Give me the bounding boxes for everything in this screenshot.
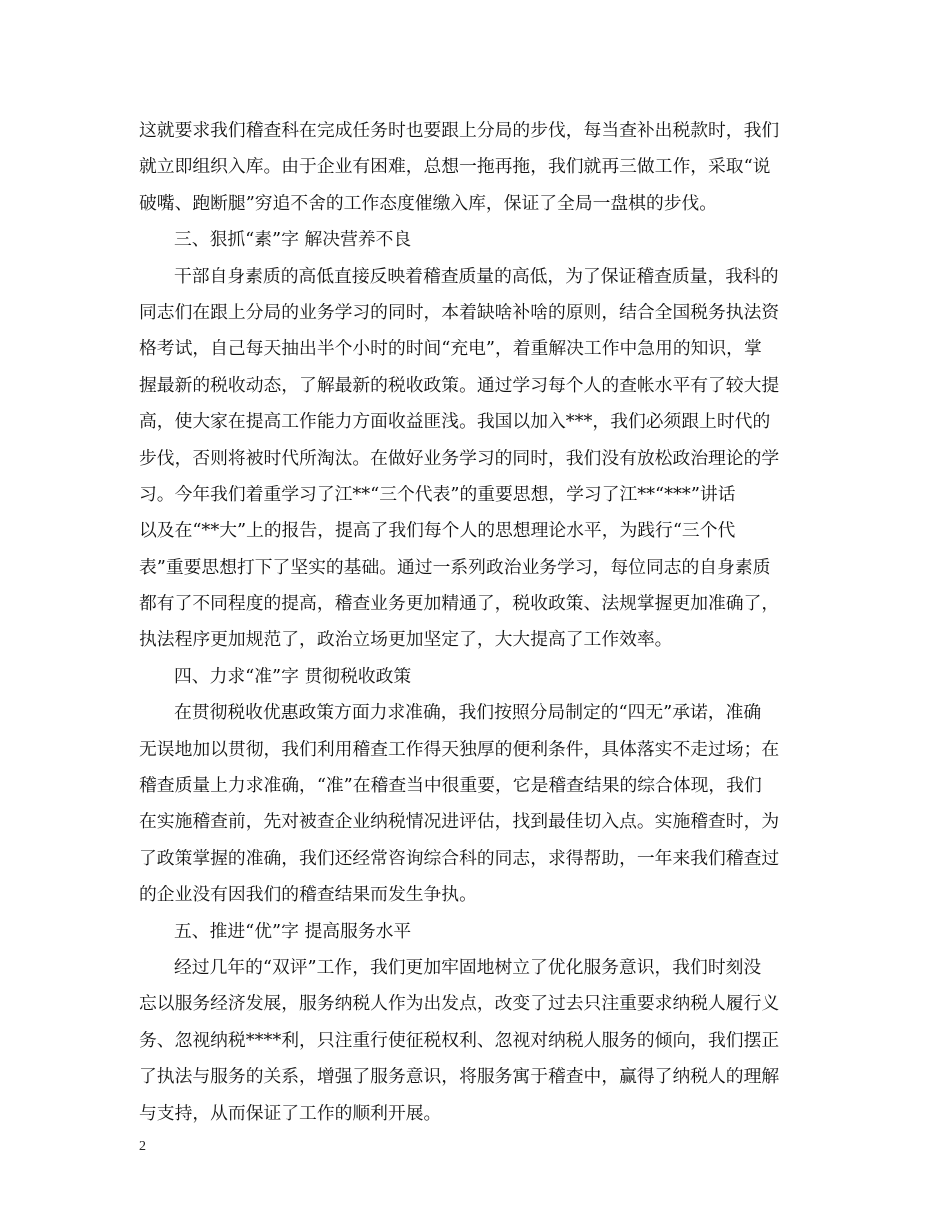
page-number: 2 — [139, 1139, 146, 1154]
section-heading: 五、推进“优”字 提高服务水平 — [174, 920, 412, 942]
paragraph-line: 以及在“**大”上的报告，提高了我们每个人的思想理论水平，为践行“三个代 — [139, 520, 736, 542]
paragraph-line: 就立即组织入库。由于企业有困难，总想一拖再拖，我们就再三做工作，采取“说 — [139, 156, 771, 178]
paragraph-line: 格考试，自己每天抽出半个小时的时间“充电”，着重解决工作中急用的知识，掌 — [139, 338, 762, 360]
paragraph-line: 经过几年的“双评”工作，我们更加牢固地树立了优化服务意识，我们时刻没 — [174, 956, 762, 978]
section-heading: 四、力求“准”字 贯彻税收政策 — [174, 665, 412, 687]
paragraph-line: 在贯彻税收优惠政策方面力求准确，我们按照分局制定的“四无”承诺，准确 — [174, 702, 762, 724]
paragraph-line: 步伐，否则将被时代所淘汰。在做好业务学习的同时，我们没有放松政治理论的学 — [139, 447, 780, 469]
paragraph-line: 握最新的税收动态，了解最新的税收政策。通过学习每个人的查帐水平有了较大提 — [139, 374, 780, 396]
paragraph-line: 了政策掌握的准确，我们还经常咨询综合科的同志，求得帮助，一年来我们稽查过 — [139, 847, 780, 869]
document-body — [139, 113, 813, 1132]
paragraph-line: 习。今年我们着重学习了江**“三个代表”的重要思想，学习了江**“***”讲话 — [139, 483, 736, 505]
paragraph-line: 这就要求我们稽查科在完成任务时也要跟上分局的步伐，每当查补出税款时，我们 — [139, 120, 780, 141]
paragraph-line: 稽查质量上力求准确，“准”在稽查当中很重要，它是稽查结果的综合体现，我们 — [139, 775, 762, 797]
paragraph-line: 高，使大家在提高工作能力方面收益匪浅。我国以加入***，我们必须跟上时代的 — [139, 411, 771, 433]
paragraph-line: 忘以服务经济发展，服务纳税人作为出发点，改变了过去只注重要求纳税人履行义 — [139, 993, 780, 1015]
section-heading: 三、狠抓“素”字 解决营养不良 — [174, 229, 412, 251]
paragraph-line: 执法程序更加规范了，政治立场更加坚定了，大大提高了工作效率。 — [139, 629, 673, 651]
paragraph-line: 在实施稽查前，先对被查企业纳税情况进评估，找到最佳切入点。实施稽查时，为 — [139, 811, 780, 833]
paragraph-line: 干部自身素质的高低直接反映着稽查质量的高低，为了保证稽查质量，我科的 — [174, 265, 779, 287]
paragraph-line: 同志们在跟上分局的业务学习的同时，本着缺啥补啥的原则，结合全国税务执法资 — [139, 301, 780, 323]
paragraph-line: 务、忽视纳税****利，只注重行使征税权利、忽视对纳税人服务的倾向，我们摆正 — [139, 1029, 780, 1051]
paragraph-line: 与支持，从而保证了工作的顺利开展。 — [139, 1102, 442, 1124]
paragraph-line: 表”重要思想打下了坚实的基础。通过一系列政治业务学习，每位同志的自身素质 — [139, 556, 771, 578]
paragraph-line: 无误地加以贯彻，我们利用稽查工作得天独厚的便利条件，具体落实不走过场；在 — [139, 738, 780, 760]
paragraph-line: 了执法与服务的关系，增强了服务意识，将服务寓于稽查中，赢得了纳税人的理解 — [139, 1066, 780, 1088]
paragraph-line: 破嘴、跑断腿”穷追不舍的工作态度催缴入库，保证了全局一盘棋的步伐。 — [139, 192, 718, 214]
paragraph-line: 都有了不同程度的提高，稽查业务更加精通了，税收政策、法规掌握更加准确了， — [139, 593, 780, 615]
paragraph-line: 的企业没有因我们的稽查结果而发生争执。 — [139, 884, 477, 906]
